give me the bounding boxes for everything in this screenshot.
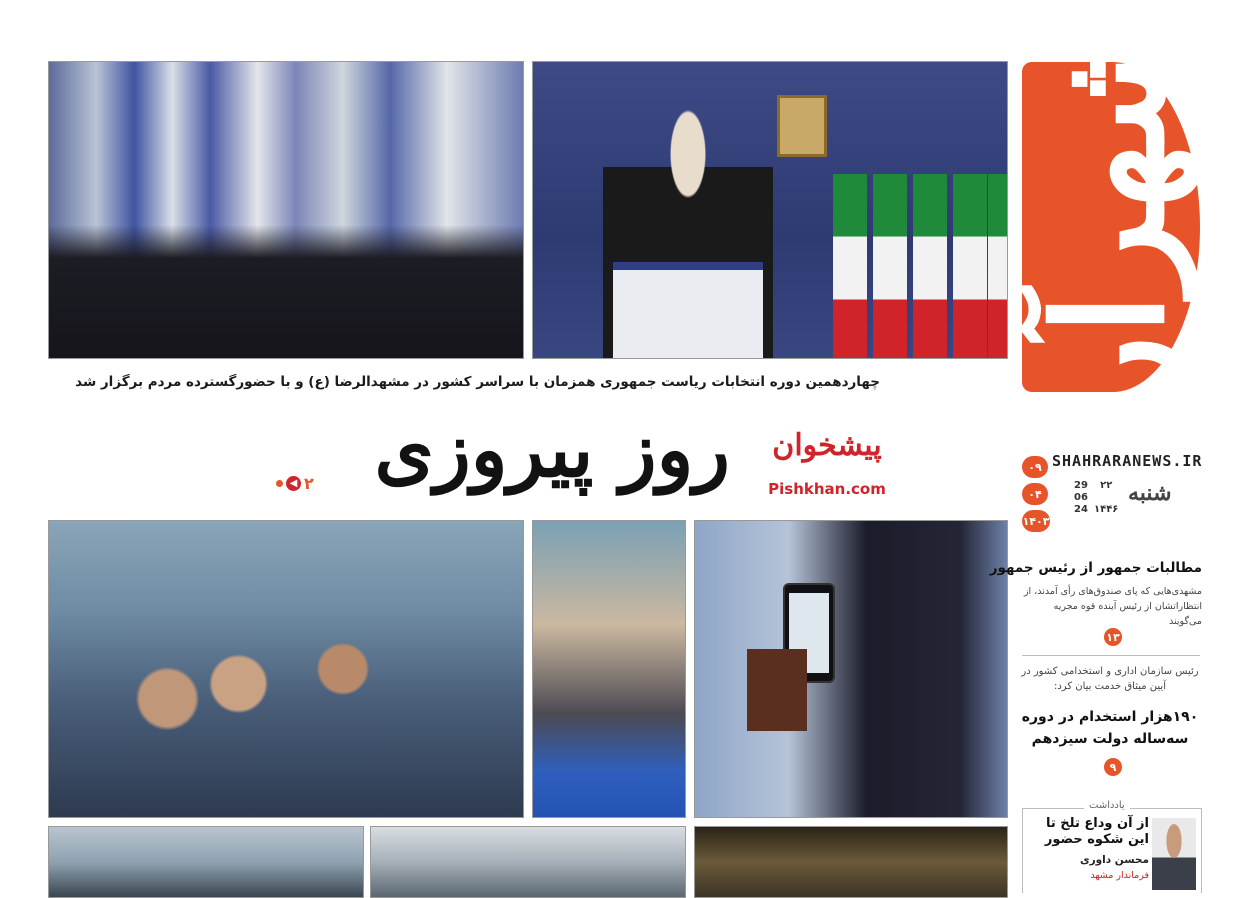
note-label: یادداشت xyxy=(1084,800,1130,811)
date-day: ۰۹ xyxy=(1022,456,1048,478)
author-photo xyxy=(1152,818,1196,890)
masthead-logo: شهرآرا xyxy=(1022,15,1198,449)
photo-bottom-left xyxy=(48,826,364,898)
photo-father-child-voting xyxy=(532,520,686,818)
note-title: از آن وداع تلخ تا این شکوه حضور xyxy=(1044,816,1149,847)
photo-leader-voting xyxy=(532,61,1008,359)
arrow-left-icon: ◀ xyxy=(286,476,301,491)
pishkhan-en: Pishkhan.com xyxy=(768,480,886,498)
lead-caption: چهاردهمین دوره انتخابات ریاست جمهوری همزمان با سراسر کشور در مشهدالرضا (ع) و با حضورگسترده مردم برگزار شد xyxy=(75,374,880,390)
sidebar-story1-summary: مشهدی‌هایی که پای صندوق‌های رأی آمدند، از انتظاراتشان از رئیس آینده قوه مجریه می‌گویند xyxy=(1023,586,1202,627)
date-hijri: ۲۲ ۱۴۴۶ xyxy=(1094,480,1119,515)
lead-page-ref: ◀ ۲ xyxy=(276,474,314,493)
date-gregorian: 29 06 24 xyxy=(1074,480,1088,515)
date-year: ۱۴۰۳ xyxy=(1022,510,1050,532)
pishkhan-watermark xyxy=(766,414,888,518)
date-month: ۰۴ xyxy=(1022,483,1048,505)
site-url: SHAHRARANEWS.IR xyxy=(1052,452,1203,470)
photo-women-voters xyxy=(48,61,524,359)
photo-young-voters xyxy=(48,520,524,818)
bullet-dot xyxy=(276,480,283,487)
sidebar-story1-title: مطالبات جمهور از رئیس جمهور xyxy=(989,560,1202,576)
sidebar-story2-lead: رئیس سازمان اداری و استخدامی کشور در آیین میثاق خدمت بیان کرد: xyxy=(1021,666,1199,692)
pishkhan-fa: پیشخوان xyxy=(772,428,882,463)
note-author: محسن داوری xyxy=(1079,854,1149,866)
sidebar-story1-page: ۱۳ xyxy=(1104,628,1122,646)
note-role: فرماندار مشهد xyxy=(1090,870,1149,881)
divider xyxy=(1022,655,1200,656)
lead-headline: روز پیروزی xyxy=(374,405,730,494)
sidebar-story2-page: ۹ xyxy=(1104,758,1122,776)
photo-woman-with-id xyxy=(694,520,1008,818)
weekday: شنبه xyxy=(1128,480,1172,506)
photo-bottom-middle xyxy=(370,826,686,898)
photo-bottom-right xyxy=(694,826,1008,898)
sidebar-story2-headline: ۱۹۰هزار استخدام در دوره سه‌ساله دولت سیزدهم xyxy=(1021,709,1199,747)
